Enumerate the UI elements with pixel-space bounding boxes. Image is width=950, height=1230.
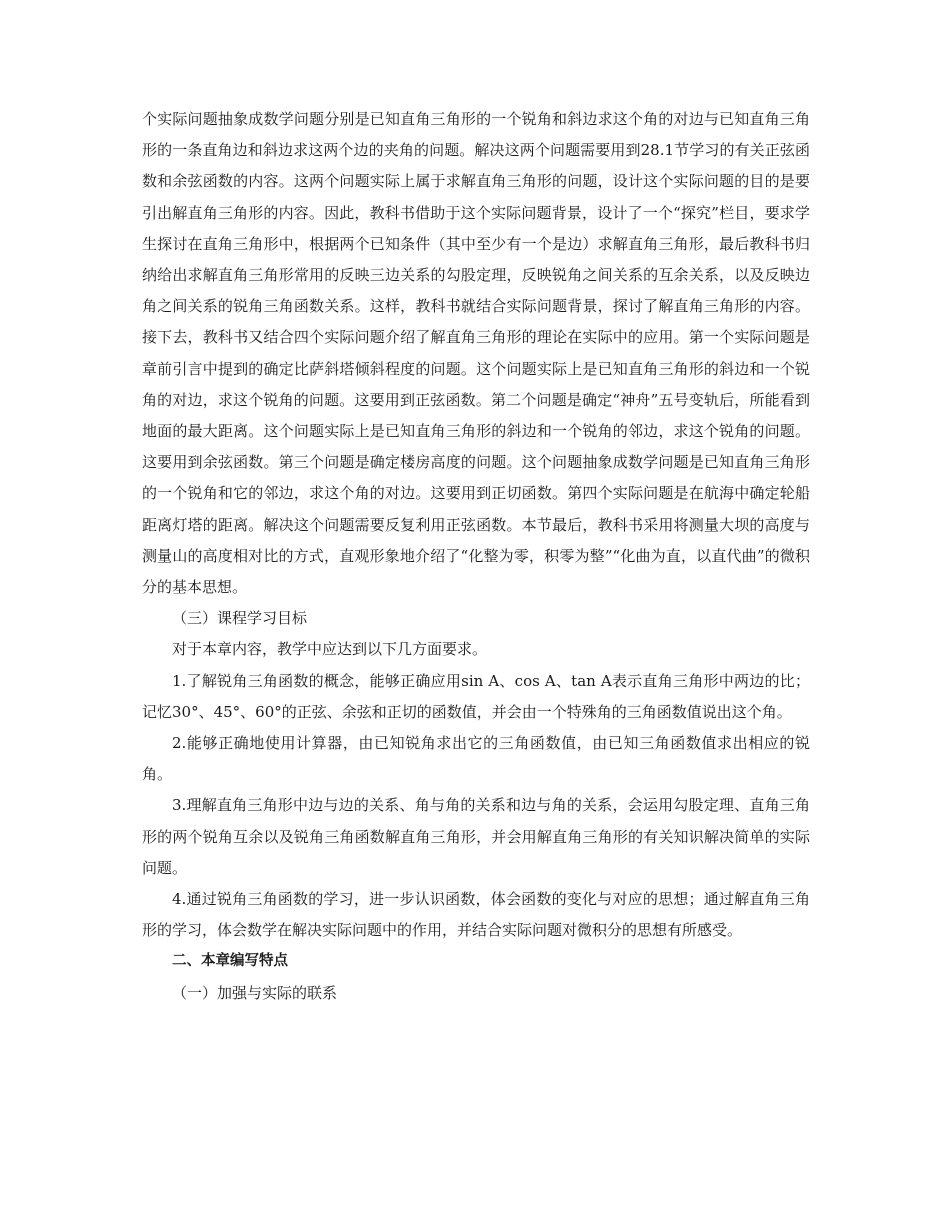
subheading-course-goals: （三）课程学习目标 bbox=[172, 609, 308, 628]
list-item-goal-2: 2.能够正确地使用计算器，由已知锐角求出它的三角函数值，由已知三角函数值求出相应的锐角。 bbox=[142, 734, 810, 784]
list-item-goal-4: 4.通过锐角三角函数的学习，进一步认识函数，体会函数的变化与对应的思想；通过解直角三角形的学习，体会数学在解决实际问题中的作用，并结合实际问题对微积分的思想有所感受。 bbox=[142, 890, 810, 940]
paragraph-intro-requirements: 对于本章内容，教学中应达到以下几方面要求。 bbox=[172, 640, 488, 659]
paragraph-continuation: 个实际问题抽象成数学问题分别是已知直角三角形的一个锐角和斜边求这个角的对边与已知直角三角形的一条直角边和斜边求这两个边的夹角的问题。解决这两个问题需要用到28.1节学习的有关正弦函数和余弦函数的内容。这两个问题实际上属于求解直角三角形的问题，设计这个实际问题的目的是要引出解直角三角形的内容。因此，教科书借助于这个实际问题背景，设计了一个“探究”栏目，要求学生探讨在直角三角形中，根据两个已知条件（其中至少有一个是边）求解直角三角形，最后教科书归纳给出求解直角三角形常用的反映三边关系的勾股定理，反映锐角之间关系的互余关系，以及反映边角之间关系的锐角三角函数关系。这样，教科书就结合实际问题背景，探讨了解直角三角形的内容。接下去，教科书又结合四个实际问题介绍了解直角三角形的理论在实际中的应用。第一个实际问题是章前引言中提到的确定比萨斜塔倾斜程度的问题。这个问题实际上是已知直角三角形的斜边和一个锐角的对边，求这个锐角的问题。这要用到正弦函数。第二个问题是确定“神舟”五号变轨后，所能看到地面的最大距离。这个问题实际上是已知直角三角形的斜边和一个锐角的邻边，求这个锐角的问题。这要用到余弦函数。第三个问题是确定楼房高度的问题。这个问题抽象成数学问题是已知直角三角形的一个锐角和它的邻边，求这个角的对边。这要用到正切函数。第四个实际问题是在航海中确定轮船距离灯塔的距离。解决这个问题需要反复利用正弦函数。本节最后，教科书采用将测量大坝的高度与测量山的高度相对比的方式，直观形象地介绍了“化整为零，积零为整”“化曲为直，以直代曲”的微积分的基本思想。 bbox=[142, 110, 810, 597]
subheading-practical-connection: （一）加强与实际的联系 bbox=[172, 983, 338, 1002]
section-heading-features: 二、本章编写特点 bbox=[172, 953, 288, 970]
list-item-goal-3: 3.理解直角三角形中边与边的关系、角与角的关系和边与角的关系，会运用勾股定理、直角三角形的两个锐角互余以及锐角三角函数解直角三角形，并会用解直角三角形的有关知识解决简单的实际问题。 bbox=[142, 796, 810, 877]
list-item-goal-1: 1.了解锐角三角函数的概念，能够正确应用sin A、cos A、tan A表示直角三角形中两边的比；记忆30°、45°、60°的正弦、余弦和正切的函数值，并会由一个特殊角的三角函数值说出这个角。 bbox=[142, 671, 810, 721]
document-body bbox=[142, 104, 810, 1009]
